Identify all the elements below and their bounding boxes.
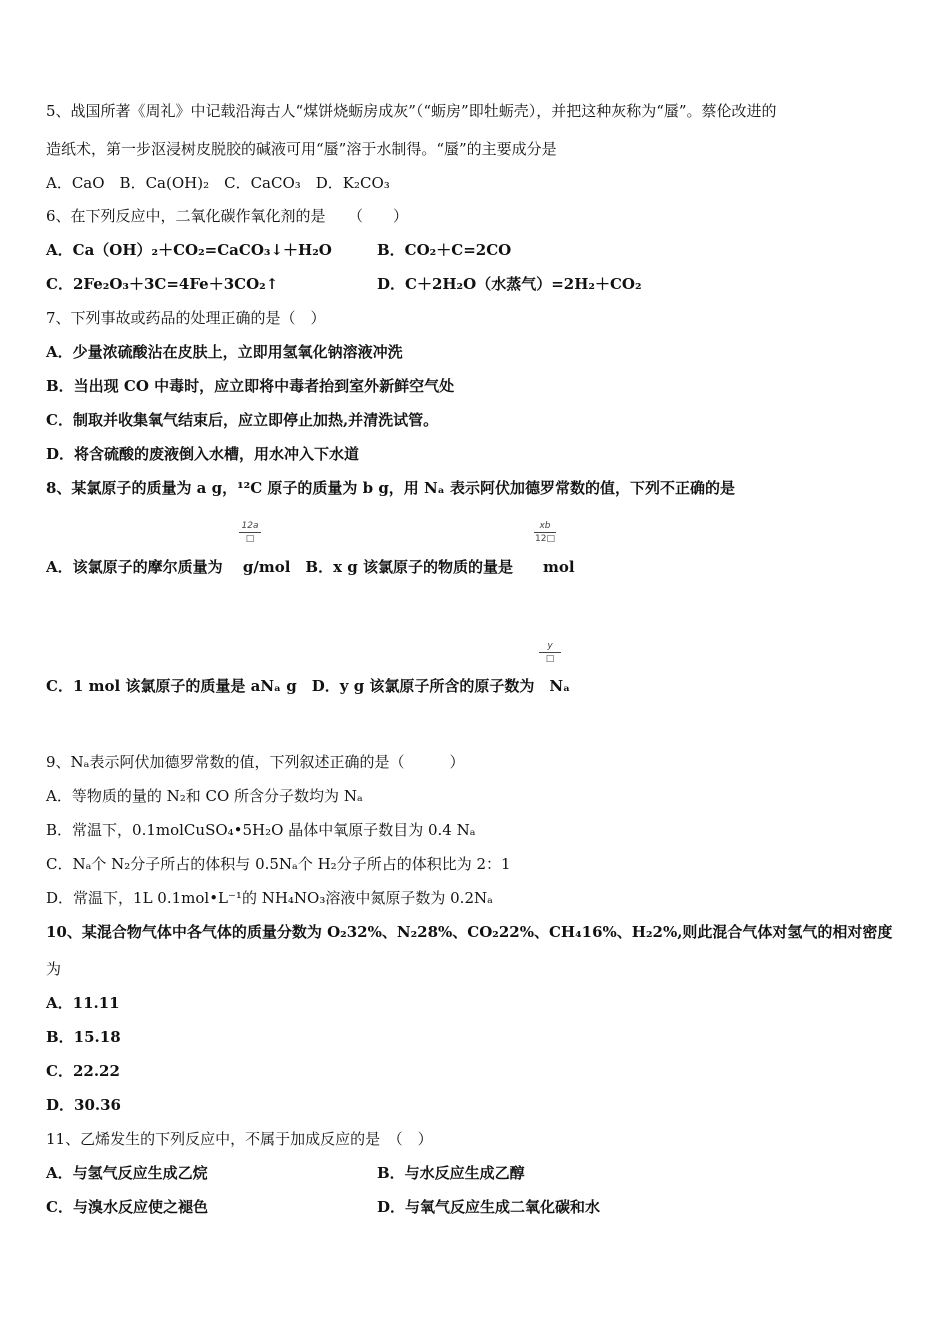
q9-stem: 9、Nₐ表示阿伏加德罗常数的值，下列叙述正确的是（ ）: [46, 753, 465, 771]
q11-option-c: C．与溴水反应使之褪色: [46, 1198, 208, 1216]
q10-option-c: C．22.22: [46, 1062, 120, 1080]
q10-option-d: D．30.36: [46, 1096, 121, 1114]
q10-option-b: B．15.18: [46, 1028, 121, 1046]
fraction-numerator: xb: [534, 521, 556, 533]
q8-fraction-amount: [534, 521, 556, 544]
q9-option-a: A．等物质的量的 N₂和 CO 所含分子数均为 Nₐ: [46, 787, 363, 805]
q7-option-d: D．将含硫酸的废液倒入水槽，用水冲入下水道: [46, 445, 360, 463]
q5-stem-line2: 造纸术，第一步沤浸树皮脱胶的碱液可用“蜃”溶于水制得。“蜃”的主要成分是: [46, 140, 557, 158]
q10-option-a: A．11.11: [46, 994, 120, 1012]
q6-option-c: C．2Fe₂O₃＋3C=4Fe＋3CO₂↑: [46, 275, 279, 293]
q7-option-c: C．制取并收集氧气结束后，应立即停止加热,并清洗试管。: [46, 411, 439, 429]
fraction-denominator: □: [545, 654, 555, 664]
q8-options-ab: A．该氯原子的摩尔质量为 g/mol B．x g 该氯原子的物质的量是 mol: [46, 558, 575, 576]
q5-options: A．CaO B．Ca(OH)₂ C．CaCO₃ D．K₂CO₃: [46, 174, 390, 192]
fraction-numerator: 12a: [239, 521, 261, 533]
q8-options-cd: C．1 mol 该氯原子的质量是 aNₐ g D．y g 该氯原子所含的原子数为 Nₐ: [46, 677, 571, 695]
q9-option-d: D．常温下，1L 0.1mol•L⁻¹的 NH₄NO₃溶液中氮原子数为 0.2Nₐ: [46, 889, 493, 907]
q9-option-c: C．Nₐ个 N₂分子所占的体积与 0.5Nₐ个 H₂分子所占的体积比为 2：1: [46, 855, 511, 873]
fraction-denominator: 12□: [535, 534, 555, 544]
q8-stem: 8、某氯原子的质量为 a g，¹²C 原子的质量为 b g，用 Nₐ 表示阿伏加德罗常数的值，下列不正确的是: [46, 479, 735, 497]
q7-option-a: A．少量浓硫酸沾在皮肤上，立即用氢氧化钠溶液冲洗: [46, 343, 403, 361]
q11-option-b: B．与水反应生成乙醇: [377, 1164, 525, 1182]
q9-option-b: B．常温下，0.1molCuSO₄•5H₂O 晶体中氧原子数目为 0.4 Nₐ: [46, 821, 476, 839]
q8-fraction-molar-mass: [239, 521, 261, 544]
q7-stem: 7、下列事故或药品的处理正确的是（ ）: [46, 309, 326, 327]
fraction-numerator: y: [539, 641, 561, 653]
q6-option-a: A．Ca（OH）₂＋CO₂=CaCO₃↓＋H₂O: [46, 241, 332, 259]
q10-stem-line1: 10、某混合物气体中各气体的质量分数为 O₂32%、N₂28%、CO₂22%、CH₄16%、H₂2%,则此混合气体对氢气的相对密度: [46, 923, 893, 941]
q6-stem: 6、在下列反应中，二氧化碳作氧化剂的是 （ ）: [46, 207, 409, 225]
fraction-denominator: □: [245, 534, 255, 544]
q7-option-b: B．当出现 CO 中毒时，应立即将中毒者抬到室外新鲜空气处: [46, 377, 455, 395]
q11-stem: 11、乙烯发生的下列反应中，不属于加成反应的是 （ ）: [46, 1130, 433, 1148]
q11-option-d: D．与氧气反应生成二氧化碳和水: [377, 1198, 601, 1216]
q6-option-b: B．CO₂＋C=2CO: [377, 241, 512, 259]
q11-option-a: A．与氢气反应生成乙烷: [46, 1164, 208, 1182]
q5-stem-line1: 5、战国所著《周礼》中记载沿海古人“煤饼烧蛎房成灰”（“蛎房”即牡蛎壳），并把这种灰称为“蜃”。蔡伦改进的: [46, 102, 777, 120]
q8-fraction-atom-count: [539, 641, 561, 664]
q6-option-d: D．C＋2H₂O（水蒸气）=2H₂＋CO₂: [377, 275, 642, 293]
q10-stem-line2: 为: [46, 960, 62, 978]
